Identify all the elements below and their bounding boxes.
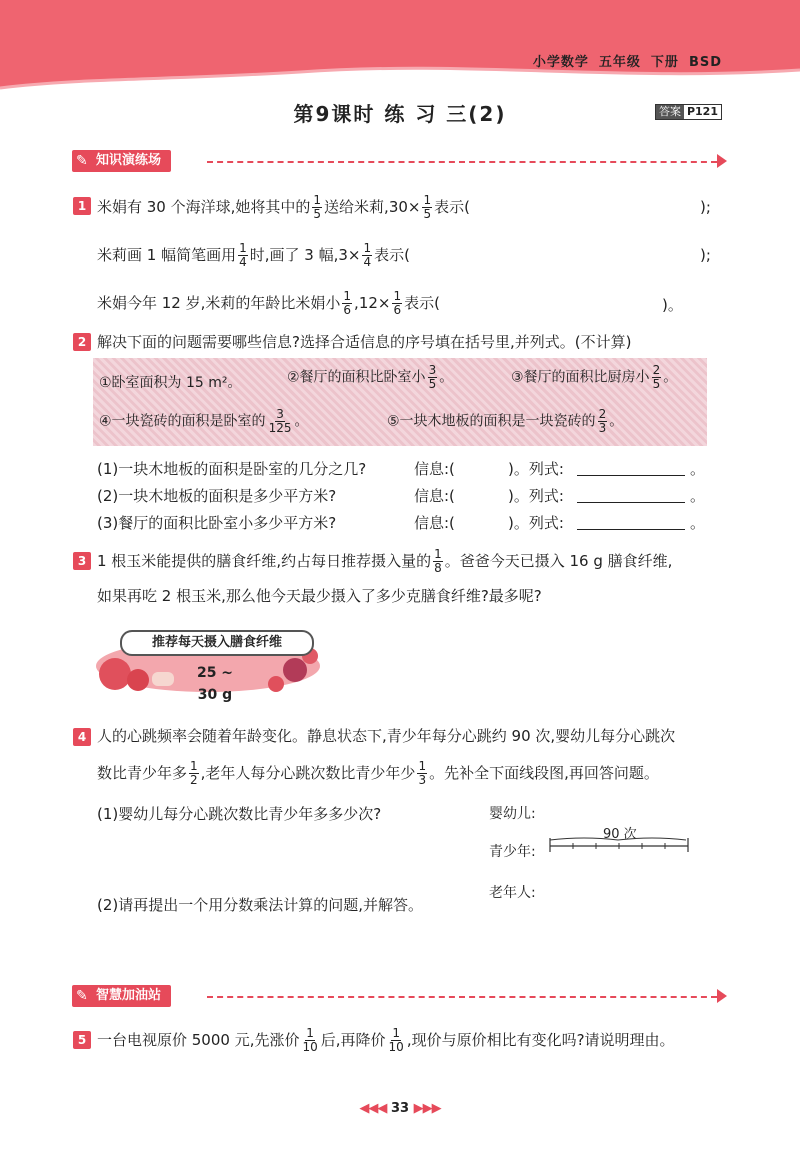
answer-page: P121 <box>686 105 718 118</box>
q2-formula-label: )。列式: <box>508 514 564 532</box>
edition: BSD <box>688 55 722 70</box>
q1-line-3: 米娟今年 12 岁,米莉的年龄比米娟小 $\frac{1}{6}$ ,12× $\frac{1}{6}$ 表示( <box>97 289 440 317</box>
dashed-divider <box>207 161 717 163</box>
bolt-icon: ✎ <box>76 153 88 169</box>
section-tag <box>72 985 171 1007</box>
lesson-title: 第9课时 练 习 三(2) <box>293 102 507 126</box>
fraction: $\frac{1}{10}$ <box>388 1026 404 1054</box>
q2-sub-question: (3)餐厅的面积比卧室小多少平方米? <box>97 514 337 532</box>
q2-info-label: 信息:( <box>414 487 455 505</box>
answer-key-label: 答案 <box>656 105 684 119</box>
infant-label: 婴幼儿: <box>489 806 536 822</box>
fraction: $\frac{1}{6}$ <box>393 289 402 317</box>
q3-line-1: 1 根玉米能提供的膳食纤维,约占每日推荐摄入量的 $\frac{1}{8}$ 。爸爸今天已摄入 16 g 膳食纤维, <box>97 547 673 575</box>
fiber-badge <box>90 626 325 703</box>
q4-line-1: 人的心跳频率会随着年龄变化。静息状态下,青少年每分心跳约 90 次,婴幼儿每分心跳次 <box>97 727 676 745</box>
header-band <box>0 0 800 95</box>
info-box <box>93 358 707 446</box>
q2-end: 。 <box>690 487 706 505</box>
q2-end: 。 <box>690 460 706 478</box>
q2-sub-question: (2)一块木地板的面积是多少平方米? <box>97 487 337 505</box>
q1-answer-close: ); <box>700 246 711 264</box>
badge-range: 25 ~ 30 g <box>196 665 234 703</box>
dashed-divider <box>207 996 717 998</box>
right-triangles-icon: ▶▶▶ <box>413 1101 441 1116</box>
q1-line-1: 米娟有 30 个海洋球,她将其中的 $\frac{1}{5}$ 送给米莉,30× $\frac{1}{5}$ 表示( <box>97 193 470 221</box>
q5-text: 一台电视原价 5000 元,先涨价 $\frac{1}{10}$ 后,再降价 $\frac{1}{10}$ ,现价与原价相比有变化吗?请说明理由。 <box>97 1026 675 1054</box>
info-4: ④一块瓷砖的面积是卧室的 $\frac{3}{125}$ 。 <box>99 407 309 435</box>
section-header-practice <box>72 150 727 174</box>
q2-info-label: 信息:( <box>414 460 455 478</box>
question-number: 1 <box>73 197 91 215</box>
left-triangles-icon: ◀◀◀ <box>359 1101 387 1116</box>
q2-info-label: 信息:( <box>414 514 455 532</box>
fraction: $\frac{1}{3}$ <box>418 759 427 787</box>
q1-line-2: 米莉画 1 幅简笔画用 $\frac{1}{4}$ 时,画了 3 幅,3× $\frac{1}{4}$ 表示( <box>97 241 410 269</box>
fraction: $\frac{1}{2}$ <box>190 759 198 787</box>
volume: 下册 <box>650 55 679 70</box>
q1-answer-close: )。 <box>662 296 683 314</box>
grade: 五年级 <box>598 55 641 70</box>
formula-blank[interactable] <box>577 512 685 530</box>
q1-answer-close: ); <box>700 198 711 216</box>
badge-title: 推荐每天摄入膳食纤维 <box>120 630 314 656</box>
question-number: 3 <box>73 552 91 570</box>
q3-line-2: 如果再吃 2 根玉米,那么他今天最少摄入了多少克膳食纤维?最多呢? <box>97 587 542 605</box>
elder-label: 老年人: <box>489 885 536 901</box>
info-1: ①卧室面积为 15 m²。 <box>99 375 242 391</box>
arrow-icon <box>717 989 727 1003</box>
segment-value: 90 次 <box>603 827 637 842</box>
q4-line-2: 数比青少年多 $\frac{1}{2}$ ,老年人每分心跳次数比青少年少 $\frac{1}{3}$ 。先补全下面线段图,再回答问题。 <box>97 759 659 787</box>
subject: 小学数学 <box>532 55 589 70</box>
q2-formula-label: )。列式: <box>508 487 564 505</box>
formula-blank[interactable] <box>577 485 685 503</box>
info-2: ②餐厅的面积比卧室小 $\frac{3}{5}$ 。 <box>287 363 454 391</box>
book-info <box>523 51 722 70</box>
fraction: $\frac{1}{5}$ <box>313 193 322 221</box>
info-5: ⑤一块木地板的面积是一块瓷砖的 $\frac{2}{3}$ 。 <box>387 407 624 435</box>
arrow-icon <box>717 154 727 168</box>
section-header-wisdom <box>72 985 727 1009</box>
info-3: ③餐厅的面积比厨房小 $\frac{2}{5}$ 。 <box>511 363 678 391</box>
q2-prompt: 解决下面的问题需要哪些信息?选择合适信息的序号填在括号里,并列式。(不计算) <box>97 333 632 351</box>
fraction: $\frac{1}{6}$ <box>343 289 352 317</box>
answer-reference <box>655 104 722 120</box>
question-number: 5 <box>73 1031 91 1049</box>
q4-sub-1: (1)婴幼儿每分心跳次数比青少年多多少次? <box>97 805 382 823</box>
q4-sub-2: (2)请再提出一个用分数乘法计算的问题,并解答。 <box>97 896 424 914</box>
question-number: 4 <box>73 728 91 746</box>
section-title: 智慧加油站 <box>96 988 162 1003</box>
fraction: $\frac{1}{5}$ <box>423 193 432 221</box>
q2-sub-question: (1)一块木地板的面积是卧室的几分之几? <box>97 460 367 478</box>
section-tag <box>72 150 171 172</box>
bolt-icon: ✎ <box>76 988 88 1004</box>
fraction: $\frac{1}{4}$ <box>239 241 247 269</box>
page-number: ◀◀◀ 33 ▶▶▶ <box>359 1101 441 1116</box>
q2-end: 。 <box>690 514 706 532</box>
segment-diagram <box>548 834 692 854</box>
formula-blank[interactable] <box>577 458 685 476</box>
q2-formula-label: )。列式: <box>508 460 564 478</box>
teen-label: 青少年: <box>489 844 536 860</box>
section-title: 知识演练场 <box>96 153 162 168</box>
question-number: 2 <box>73 333 91 351</box>
fraction: $\frac{1}{4}$ <box>363 241 372 269</box>
fraction: $\frac{1}{8}$ <box>434 547 442 575</box>
fraction: $\frac{1}{10}$ <box>302 1026 318 1054</box>
